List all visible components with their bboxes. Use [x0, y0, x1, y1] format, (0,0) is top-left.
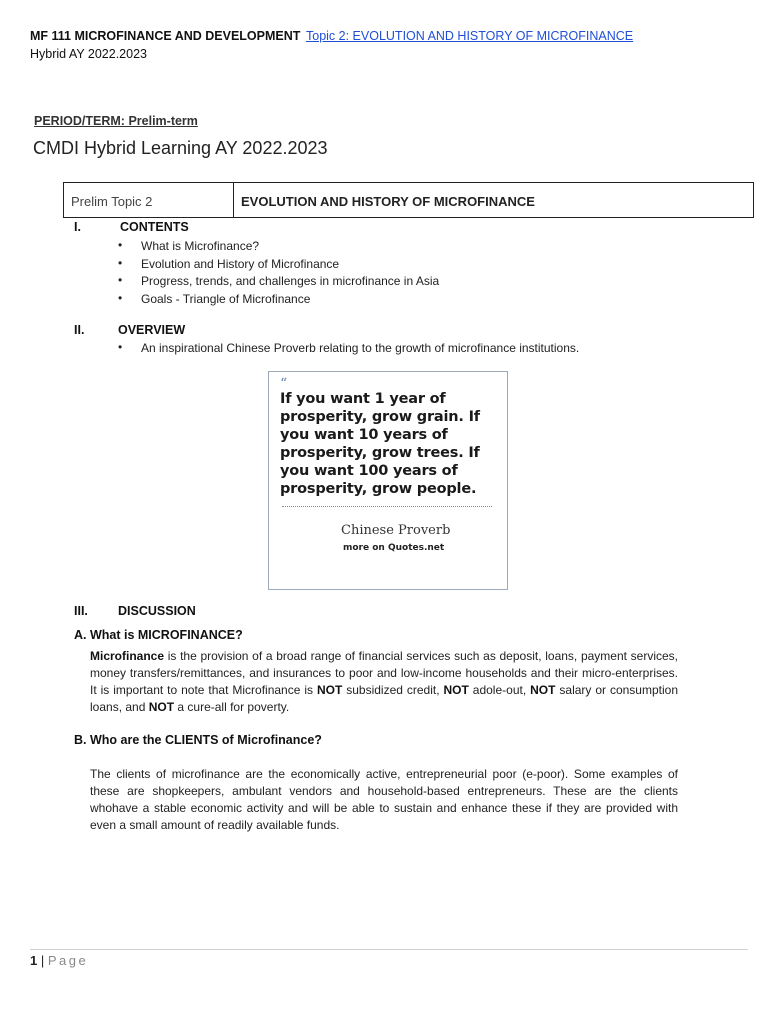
quote-line: you want 10 years of — [280, 427, 448, 443]
footer-divider — [30, 949, 748, 950]
proverb-quote-image — [268, 371, 508, 590]
topic-table — [63, 182, 754, 218]
list-item: • What is Microfinance? — [118, 239, 439, 257]
microfinance-definition — [90, 648, 678, 716]
course-header: MF 111 MICROFINANCE AND DEVELOPMENT — [30, 29, 301, 43]
period-term: PERIOD/TERM: Prelim-term — [34, 114, 198, 128]
term-microfinance: Microfinance — [90, 649, 165, 663]
quote-line: prosperity, grow people. — [280, 481, 477, 497]
section-discussion-title: DISCUSSION — [118, 604, 196, 618]
emphasis-not: NOT — [316, 683, 343, 697]
section-contents-number: I. — [74, 220, 81, 234]
page-label: Page — [47, 953, 89, 968]
page-title: CMDI Hybrid Learning AY 2022.2023 — [33, 138, 328, 158]
footer-separator: | — [37, 953, 48, 968]
list-item: • Evolution and History of Microfinance — [118, 257, 439, 275]
quote-source: more on Quotes.net — [343, 543, 445, 553]
section-overview-title: OVERVIEW — [118, 323, 186, 337]
quote-text — [280, 390, 502, 498]
text-run: subsidized credit, — [342, 683, 444, 697]
section-contents-title: CONTENTS — [120, 220, 189, 234]
section-overview-number: II. — [74, 323, 85, 337]
quote-mark-icon: “ — [280, 376, 288, 392]
subsection-b-heading: B. Who are the CLIENTS of Microfinance? — [74, 733, 322, 747]
topic-link[interactable]: Topic 2: EVOLUTION AND HISTORY OF MICROFINANCE — [306, 29, 634, 43]
page-number: 1 — [30, 953, 38, 968]
topic-title: EVOLUTION AND HISTORY OF MICROFINANCE — [241, 194, 535, 209]
quote-line: prosperity, grow grain. If — [280, 409, 480, 425]
quote-line: If you want 1 year of — [280, 391, 446, 407]
text-run: salary or consumption loans, and — [90, 683, 678, 714]
quote-line: you want 100 years of — [280, 463, 458, 479]
emphasis-not: NOT — [443, 683, 469, 697]
topic-label: Prelim Topic 2 — [64, 183, 234, 217]
text-run: adole-out, — [468, 683, 531, 697]
list-item: • An inspirational Chinese Proverb relating to the growth of microfinance institutions. — [118, 341, 579, 359]
text-run: is the provision of a broad range of financial services such as deposit, loans, payment services, money transfers/remittances, and insurances to poor and low-income households and their micro-enterprises. It is important to note that Microfinance is — [90, 649, 678, 697]
text-run: a cure-all for poverty. — [174, 700, 290, 714]
clients-paragraph: The clients of microfinance are the economically active, entrepreneurial poor (e-poor). Some examples of these are shopkeepers, ambulant vendors and household-based entrepreneurs. These are the clients whohave a stable economic activity and will be able to sustain and enhance these if they are provided with even a small amount of readily available funds. — [90, 767, 678, 832]
page-footer — [30, 953, 88, 968]
overview-list — [118, 341, 579, 359]
emphasis-not: NOT — [530, 683, 556, 697]
quote-author: Chinese Proverb — [341, 523, 451, 538]
quote-divider — [282, 506, 492, 507]
contents-list — [118, 239, 439, 309]
subsection-a-heading: A. What is MICROFINANCE? — [74, 628, 243, 642]
list-item: • Goals - Triangle of Microfinance — [118, 292, 439, 310]
list-item: • Progress, trends, and challenges in microfinance in Asia — [118, 274, 439, 292]
emphasis-not: NOT — [148, 700, 175, 714]
header-subtitle: Hybrid AY 2022.2023 — [30, 47, 147, 61]
section-discussion-number: III. — [74, 604, 88, 618]
quote-line: prosperity, grow trees. If — [280, 445, 480, 461]
